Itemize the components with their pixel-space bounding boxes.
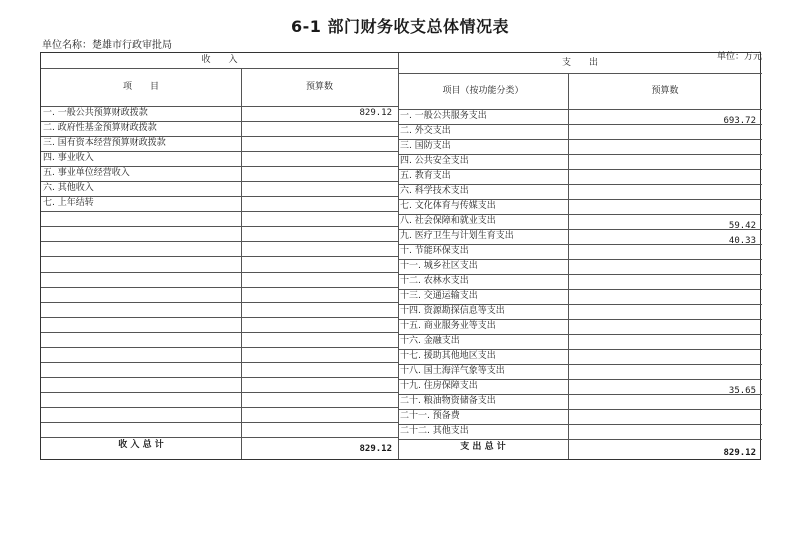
expense-row-label: 一. 一般公共服务支出 <box>400 111 487 121</box>
expense-total-value: 829.12 <box>723 448 756 458</box>
row-divider <box>41 226 398 227</box>
expense-row-value: 59.42 <box>728 221 756 232</box>
income-total-value: 829.12 <box>359 444 392 454</box>
expense-row-value <box>568 294 762 309</box>
income-row-label: 二. 政府性基金预算财政拨款 <box>43 123 157 134</box>
expense-row-value <box>568 309 762 324</box>
income-row-value <box>241 121 398 136</box>
expense-row-value <box>568 414 762 429</box>
expense-row-label: 六. 科学技术支出 <box>400 186 469 196</box>
expense-col-budget: 预算数 <box>651 86 679 96</box>
unit-name: 单位名称：楚雄市行政审批局 <box>42 40 172 51</box>
expense-row-value <box>568 429 762 444</box>
expense-row-label: 十一. 城乡社区支出 <box>400 261 478 271</box>
expense-row-label: 三. 国防支出 <box>400 141 451 151</box>
income-row-label: 四. 事业收入 <box>43 153 94 164</box>
row-divider <box>41 272 398 273</box>
row-divider <box>41 392 398 393</box>
expense-row-label: 十七. 援助其他地区支出 <box>400 351 496 361</box>
expense-row-value <box>568 324 762 339</box>
expense-row-label: 十八. 国土海洋气象等支出 <box>400 366 505 376</box>
row-divider <box>41 211 398 212</box>
income-row-value: 829.12 <box>359 108 392 118</box>
expense-row-value <box>568 339 762 354</box>
expense-row-value <box>568 204 762 219</box>
expense-row-value <box>568 189 762 204</box>
row-divider <box>41 362 398 363</box>
row-divider <box>41 407 398 408</box>
row-divider <box>41 332 398 333</box>
income-row-label: 三. 国有资本经营预算财政拨款 <box>43 138 166 149</box>
income-col-item: 项 目 <box>122 82 159 92</box>
expense-row-value: 693.72 <box>723 116 756 127</box>
finance-table <box>40 52 761 460</box>
expense-row-label: 二. 外交支出 <box>400 126 451 136</box>
column-divider <box>398 53 399 459</box>
expense-total-label: 支 出 总 计 <box>460 442 506 452</box>
expense-row-label: 二十一. 预备费 <box>400 411 460 421</box>
expense-row-label: 八. 社会保障和就业支出 <box>400 216 496 226</box>
row-divider <box>41 256 398 257</box>
income-total-label: 收 入 总 计 <box>118 440 164 450</box>
expense-row-label: 四. 公共安全支出 <box>400 156 469 166</box>
expense-row-value: 40.33 <box>728 236 756 247</box>
expense-row-label: 七. 文化体育与传媒支出 <box>400 201 496 211</box>
row-divider <box>41 347 398 348</box>
expense-col-item: 项目（按功能分类） <box>442 86 524 96</box>
expense-row-value <box>568 144 762 159</box>
income-header: 收 入 <box>201 55 238 65</box>
expense-row-label: 九. 医疗卫生与计划生育支出 <box>400 231 514 241</box>
page-title: 6-1 部门财务收支总体情况表 <box>291 17 509 36</box>
expense-row-label: 十三. 交通运输支出 <box>400 291 478 301</box>
expense-row-value <box>568 174 762 189</box>
income-row-label: 六. 其他收入 <box>43 183 94 194</box>
income-row-label: 七. 上年结转 <box>43 198 94 209</box>
row-divider <box>41 302 398 303</box>
expense-row-value <box>568 354 762 369</box>
expense-row-label: 十五. 商业服务业等支出 <box>400 321 496 331</box>
income-row-label: 一. 一般公共预算财政拨款 <box>43 108 148 118</box>
income-row-value <box>241 166 398 181</box>
expense-row-label: 十二. 农林水支出 <box>400 276 469 286</box>
income-row-value <box>241 136 398 151</box>
expense-row-label: 十六. 金融支出 <box>400 336 460 346</box>
expense-row-label: 十四. 资源勘探信息等支出 <box>400 306 505 316</box>
row-divider <box>41 68 398 69</box>
expense-row-label: 二十二. 其他支出 <box>400 426 469 436</box>
expense-row-label: 五. 教育支出 <box>400 171 451 181</box>
row-divider <box>398 73 762 74</box>
expense-row-value: 35.65 <box>728 386 756 397</box>
expense-row-label: 十. 节能环保支出 <box>400 246 469 256</box>
expense-header: 支 出 <box>561 58 598 68</box>
expense-row-value <box>568 399 762 414</box>
row-divider <box>41 377 398 378</box>
expense-row-value <box>568 369 762 384</box>
money-unit: 单位：万元 <box>716 52 762 62</box>
expense-row-value <box>568 249 762 264</box>
row-divider <box>41 287 398 288</box>
expense-row-value <box>568 264 762 279</box>
income-row-value <box>241 151 398 166</box>
expense-row-label: 十九. 住房保障支出 <box>400 381 478 391</box>
income-row-label: 五. 事业单位经营收入 <box>43 168 130 179</box>
row-divider <box>41 317 398 318</box>
row-divider <box>41 241 398 242</box>
expense-row-value <box>568 279 762 294</box>
expense-row-value <box>568 129 762 144</box>
income-row-value <box>241 181 398 196</box>
income-row-value <box>241 196 398 211</box>
row-divider <box>41 422 398 423</box>
expense-row-label: 二十. 粮油物资储备支出 <box>400 396 496 406</box>
income-col-budget: 预算数 <box>305 82 333 92</box>
expense-row-value <box>568 159 762 174</box>
